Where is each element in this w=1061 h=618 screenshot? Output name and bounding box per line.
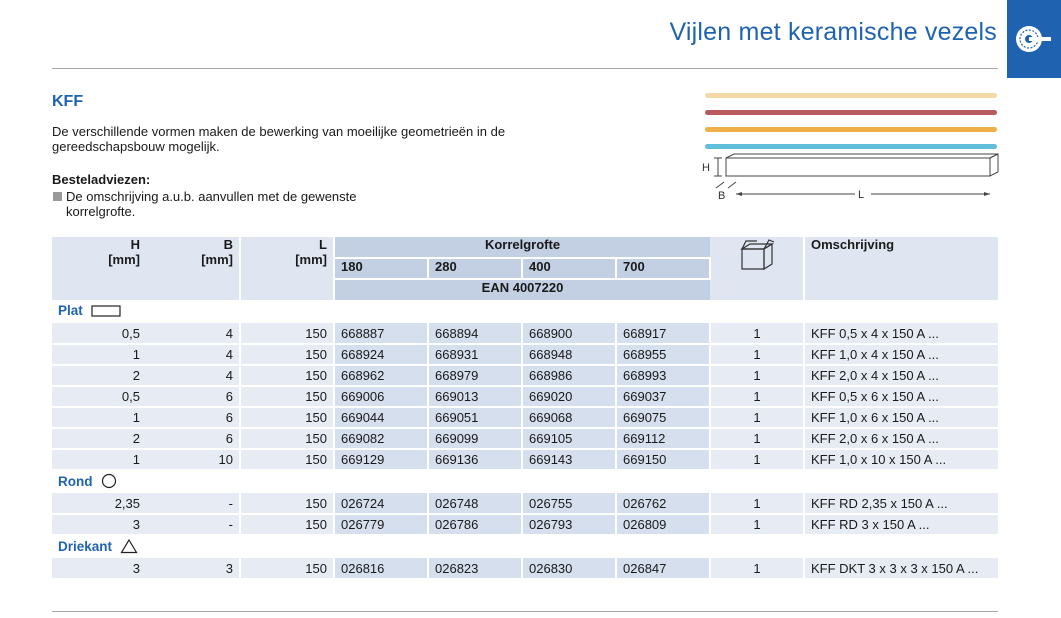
cell-description: KFF 2,0 x 6 x 150 A ... [804, 428, 998, 449]
rod-1 [705, 93, 997, 98]
cell-ean-700: 668917 [616, 323, 710, 344]
dim-label-b: B [718, 190, 726, 202]
cell-ean-280: 668931 [428, 344, 522, 365]
cell-b: 6 [146, 428, 240, 449]
cell-ean-400: 669143 [522, 449, 616, 470]
cell-ean-280: 668979 [428, 365, 522, 386]
cell-ean-400: 669020 [522, 386, 616, 407]
cell-ean-280: 026823 [428, 558, 522, 579]
cell-ean-180: 669082 [334, 428, 428, 449]
cell-l: 150 [240, 407, 334, 428]
cell-b: 6 [146, 386, 240, 407]
advice-text [52, 189, 382, 219]
cell-ean-700: 668955 [616, 344, 710, 365]
cell-ean-280: 669051 [428, 407, 522, 428]
rod-3 [705, 127, 997, 132]
cell-b: 6 [146, 407, 240, 428]
cell-ean-180: 668962 [334, 365, 428, 386]
cell-l: 150 [240, 344, 334, 365]
rectangle-icon [91, 305, 121, 320]
table-row [52, 493, 998, 514]
cell-ean-180: 669129 [334, 449, 428, 470]
cell-ean-700: 669150 [616, 449, 710, 470]
table-row [52, 428, 998, 449]
cell-ean-700: 026847 [616, 558, 710, 579]
cell-h: 0,5 [52, 386, 146, 407]
cell-description: KFF 0,5 x 6 x 150 A ... [804, 386, 998, 407]
cell-ean-280: 026786 [428, 514, 522, 535]
cell-description: KFF 1,0 x 10 x 150 A ... [804, 449, 998, 470]
triangle-icon [120, 538, 138, 557]
table-row [52, 558, 998, 579]
col-b-header: B [mm] [146, 237, 240, 300]
cell-ean-400: 026755 [522, 493, 616, 514]
cell-l: 150 [240, 558, 334, 579]
grit-180-header: 180 [334, 258, 428, 279]
cell-description: KFF DKT 3 x 3 x 3 x 150 A ... [804, 558, 998, 579]
table-row [52, 323, 998, 344]
description-header: Omschrijving [804, 237, 998, 300]
cell-l: 150 [240, 493, 334, 514]
flap-wheel-icon [1015, 22, 1053, 56]
table-row [52, 407, 998, 428]
table-row [52, 344, 998, 365]
cell-b: 4 [146, 344, 240, 365]
rod-2 [705, 110, 997, 115]
intro-text: De verschillende vormen maken de bewerking van moeilijke geometrieën in de gereedschapsbouw mogelijk. [52, 124, 506, 154]
cell-description: KFF RD 2,35 x 150 A ... [804, 493, 998, 514]
cell-ean-700: 026809 [616, 514, 710, 535]
grit-280-header: 280 [428, 258, 522, 279]
group-label: Driekant [58, 538, 113, 554]
cell-h: 3 [52, 558, 146, 579]
cell-description: KFF 0,5 x 4 x 150 A ... [804, 323, 998, 344]
col-h-header: H [mm] [52, 237, 146, 300]
dimension-drawing [700, 152, 1000, 209]
cell-b: 3 [146, 558, 240, 579]
grit-400-header: 400 [522, 258, 616, 279]
cell-ean-280: 669099 [428, 428, 522, 449]
package-header [710, 237, 804, 300]
cell-ean-700: 669037 [616, 386, 710, 407]
cell-h: 1 [52, 344, 146, 365]
dim-label-h: H [702, 162, 710, 174]
cell-ean-400: 026793 [522, 514, 616, 535]
group-row [52, 300, 998, 323]
cell-qty: 1 [710, 493, 804, 514]
cell-ean-280: 026748 [428, 493, 522, 514]
cell-ean-400: 668900 [522, 323, 616, 344]
cell-l: 150 [240, 428, 334, 449]
rod-illustration [705, 93, 997, 161]
circle-icon [101, 473, 117, 492]
cell-h: 2,35 [52, 493, 146, 514]
cell-qty: 1 [710, 365, 804, 386]
cell-qty: 1 [710, 449, 804, 470]
advice-body: De omschrijving a.u.b. aanvullen met de gewenste korrelgrofte. [66, 189, 357, 219]
rod-4 [705, 144, 997, 149]
cell-ean-400: 026830 [522, 558, 616, 579]
cell-ean-180: 026816 [334, 558, 428, 579]
bullet-square-icon [53, 192, 62, 201]
cell-ean-700: 669075 [616, 407, 710, 428]
table-row [52, 365, 998, 386]
cell-ean-700: 668993 [616, 365, 710, 386]
cell-qty: 1 [710, 558, 804, 579]
cell-l: 150 [240, 449, 334, 470]
cell-l: 150 [240, 514, 334, 535]
group-label: Plat [58, 303, 83, 319]
cell-b: 10 [146, 449, 240, 470]
cell-description: KFF RD 3 x 150 A ... [804, 514, 998, 535]
advice-heading: Besteladviezen: [52, 172, 151, 187]
cell-qty: 1 [710, 386, 804, 407]
cell-b: 4 [146, 323, 240, 344]
cell-description: KFF 1,0 x 6 x 150 A ... [804, 407, 998, 428]
cell-h: 2 [52, 365, 146, 386]
cell-qty: 1 [710, 344, 804, 365]
group-row [52, 470, 998, 493]
table-row [52, 449, 998, 470]
cell-l: 150 [240, 323, 334, 344]
cell-ean-180: 669044 [334, 407, 428, 428]
cell-ean-180: 668924 [334, 344, 428, 365]
cell-qty: 1 [710, 514, 804, 535]
cell-l: 150 [240, 386, 334, 407]
cell-h: 1 [52, 407, 146, 428]
ean-header: EAN 4007220 [334, 279, 710, 300]
cell-ean-180: 026779 [334, 514, 428, 535]
cell-b: - [146, 514, 240, 535]
cell-ean-400: 669105 [522, 428, 616, 449]
cell-l: 150 [240, 365, 334, 386]
cell-ean-700: 026762 [616, 493, 710, 514]
box-icon [739, 239, 775, 271]
cell-ean-400: 668986 [522, 365, 616, 386]
product-table [52, 237, 998, 580]
cell-h: 1 [52, 449, 146, 470]
cell-description: KFF 2,0 x 4 x 150 A ... [804, 365, 998, 386]
cell-h: 2 [52, 428, 146, 449]
page-title: Vijlen met keramische vezels [669, 18, 997, 46]
cell-ean-280: 669013 [428, 386, 522, 407]
group-row [52, 535, 998, 558]
cell-ean-400: 668948 [522, 344, 616, 365]
cell-ean-400: 669068 [522, 407, 616, 428]
cell-ean-180: 026724 [334, 493, 428, 514]
top-divider [52, 68, 998, 69]
cell-qty: 1 [710, 407, 804, 428]
table-row [52, 386, 998, 407]
table-row [52, 514, 998, 535]
bottom-divider [52, 611, 998, 612]
dim-label-l: L [858, 189, 865, 201]
cell-h: 0,5 [52, 323, 146, 344]
col-l-header: L [mm] [240, 237, 334, 300]
cell-qty: 1 [710, 428, 804, 449]
brand-logo [1007, 0, 1061, 78]
cell-ean-280: 669136 [428, 449, 522, 470]
cell-b: 4 [146, 365, 240, 386]
cell-ean-700: 669112 [616, 428, 710, 449]
cell-h: 3 [52, 514, 146, 535]
cell-b: - [146, 493, 240, 514]
cell-ean-280: 668894 [428, 323, 522, 344]
group-label: Rond [58, 473, 93, 489]
cell-ean-180: 668887 [334, 323, 428, 344]
section-title: KFF [52, 93, 84, 110]
grit-header: Korrelgrofte [334, 237, 710, 258]
cell-description: KFF 1,0 x 4 x 150 A ... [804, 344, 998, 365]
cell-ean-180: 669006 [334, 386, 428, 407]
cell-qty: 1 [710, 323, 804, 344]
grit-700-header: 700 [616, 258, 710, 279]
